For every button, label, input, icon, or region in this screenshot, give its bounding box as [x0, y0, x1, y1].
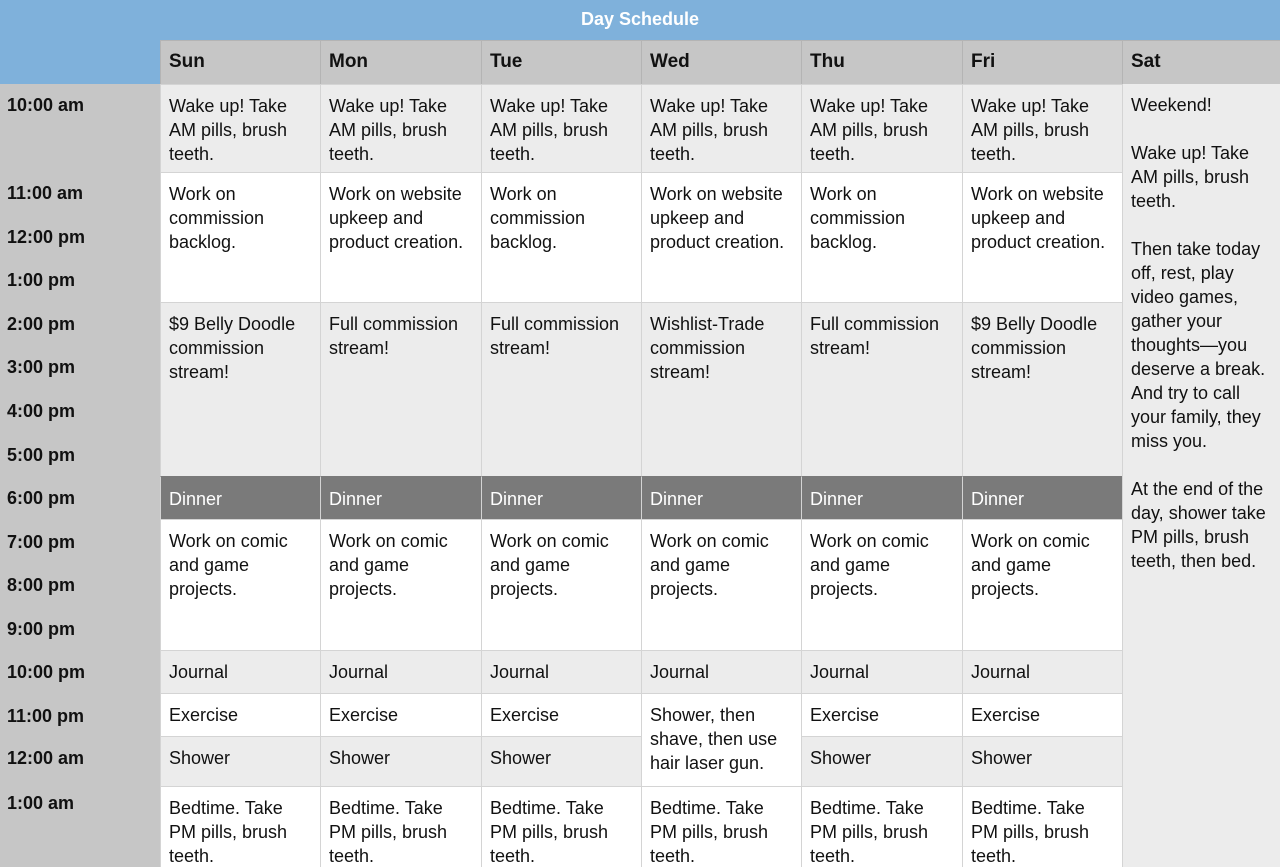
time-label: 8:00 pm	[7, 575, 76, 595]
stream-cell-sun: $9 Belly Doodle commission stream!	[160, 302, 320, 476]
bed-cell-wed: Bedtime. Take PM pills, brush teeth.	[641, 786, 801, 867]
comic-cell-thu: Work on comic and game projects.	[801, 519, 962, 650]
time-label: 10:00 pm	[7, 662, 86, 682]
header-wed: Wed	[641, 40, 801, 84]
time-label: 7:00 pm	[7, 532, 76, 552]
shower-cell-mon: Shower	[320, 736, 481, 786]
dinner-cell-sun: Dinner	[160, 476, 320, 519]
exercise-cell-tue: Exercise	[481, 693, 641, 736]
comic-cell-wed: Work on comic and game projects.	[641, 519, 801, 650]
dinner-cell-mon: Dinner	[320, 476, 481, 519]
time-label: 10:00 am	[7, 95, 85, 115]
wake-cell-wed: Wake up! Take AM pills, brush teeth.	[641, 84, 801, 172]
shower-cell-fri: Shower	[962, 736, 1122, 786]
time-label: 1:00 pm	[7, 270, 76, 290]
time-label: 3:00 pm	[7, 357, 76, 377]
time-label: 11:00 pm	[7, 706, 85, 726]
exercise-cell-thu: Exercise	[801, 693, 962, 736]
bed-cell-fri: Bedtime. Take PM pills, brush teeth.	[962, 786, 1122, 867]
wake-cell-tue: Wake up! Take AM pills, brush teeth.	[481, 84, 641, 172]
time-label: 2:00 pm	[7, 314, 76, 334]
header-mon: Mon	[320, 40, 481, 84]
saturday-column	[1122, 84, 1280, 867]
wake-cell-thu: Wake up! Take AM pills, brush teeth.	[801, 84, 962, 172]
journal-cell-mon: Journal	[320, 650, 481, 693]
work-cell-wed: Work on website upkeep and product creation.	[641, 172, 801, 302]
stream-cell-fri: $9 Belly Doodle commission stream!	[962, 302, 1122, 476]
bed-cell-tue: Bedtime. Take PM pills, brush teeth.	[481, 786, 641, 867]
dinner-cell-fri: Dinner	[962, 476, 1122, 519]
bed-cell-sun: Bedtime. Take PM pills, brush teeth.	[160, 786, 320, 867]
shower-cell-thu: Shower	[801, 736, 962, 786]
header-sat: Sat	[1122, 40, 1280, 84]
dinner-cell-wed: Dinner	[641, 476, 801, 519]
exercise-cell-fri: Exercise	[962, 693, 1122, 736]
work-cell-sun: Work on commission backlog.	[160, 172, 320, 302]
time-label: 5:00 pm	[7, 445, 76, 465]
header-tue: Tue	[481, 40, 641, 84]
comic-cell-tue: Work on comic and game projects.	[481, 519, 641, 650]
saturday-note: Wake up! Take AM pills, brush teeth.	[1131, 143, 1250, 211]
shower-cell-tue: Shower	[481, 736, 641, 786]
wake-cell-mon: Wake up! Take AM pills, brush teeth.	[320, 84, 481, 172]
exercise-cell-wed: Shower, then shave, then use hair laser gun.	[641, 693, 801, 786]
comic-cell-fri: Work on comic and game projects.	[962, 519, 1122, 650]
wake-cell-sun: Wake up! Take AM pills, brush teeth.	[160, 84, 320, 172]
time-label: 4:00 pm	[7, 401, 76, 421]
exercise-cell-sun: Exercise	[160, 693, 320, 736]
work-cell-tue: Work on commission backlog.	[481, 172, 641, 302]
time-label: 12:00 pm	[7, 227, 86, 247]
saturday-note: Then take today off, rest, play video games, gather your thoughts—you deserve a break. And try to call your family, they miss you.	[1131, 239, 1266, 451]
journal-cell-tue: Journal	[481, 650, 641, 693]
stream-cell-wed: Wishlist-Trade commission stream!	[641, 302, 801, 476]
work-cell-fri: Work on website upkeep and product creation.	[962, 172, 1122, 302]
time-label: 6:00 pm	[7, 488, 76, 508]
time-label: 12:00 am	[7, 748, 85, 768]
bed-cell-thu: Bedtime. Take PM pills, brush teeth.	[801, 786, 962, 867]
work-cell-mon: Work on website upkeep and product creation.	[320, 172, 481, 302]
header-thu: Thu	[801, 40, 962, 84]
stream-cell-mon: Full commission stream!	[320, 302, 481, 476]
page-title: Day Schedule	[0, 0, 1280, 40]
header-fri: Fri	[962, 40, 1122, 84]
journal-cell-sun: Journal	[160, 650, 320, 693]
corner-cell	[0, 40, 160, 84]
journal-cell-thu: Journal	[801, 650, 962, 693]
header-sun: Sun	[160, 40, 320, 84]
bed-cell-mon: Bedtime. Take PM pills, brush teeth.	[320, 786, 481, 867]
stream-cell-thu: Full commission stream!	[801, 302, 962, 476]
journal-cell-wed: Journal	[641, 650, 801, 693]
journal-cell-fri: Journal	[962, 650, 1122, 693]
stream-cell-tue: Full commission stream!	[481, 302, 641, 476]
shower-cell-sun: Shower	[160, 736, 320, 786]
dinner-cell-tue: Dinner	[481, 476, 641, 519]
dinner-cell-thu: Dinner	[801, 476, 962, 519]
saturday-note: Weekend!	[1131, 95, 1212, 115]
comic-cell-sun: Work on comic and game projects.	[160, 519, 320, 650]
comic-cell-mon: Work on comic and game projects.	[320, 519, 481, 650]
saturday-note: At the end of the day, shower take PM pills, brush teeth, then bed.	[1131, 479, 1266, 571]
work-cell-thu: Work on commission backlog.	[801, 172, 962, 302]
wake-cell-fri: Wake up! Take AM pills, brush teeth.	[962, 84, 1122, 172]
time-label: 9:00 pm	[7, 619, 76, 639]
time-label: 11:00 am	[7, 183, 84, 203]
time-label: 1:00 am	[7, 793, 75, 813]
exercise-cell-mon: Exercise	[320, 693, 481, 736]
